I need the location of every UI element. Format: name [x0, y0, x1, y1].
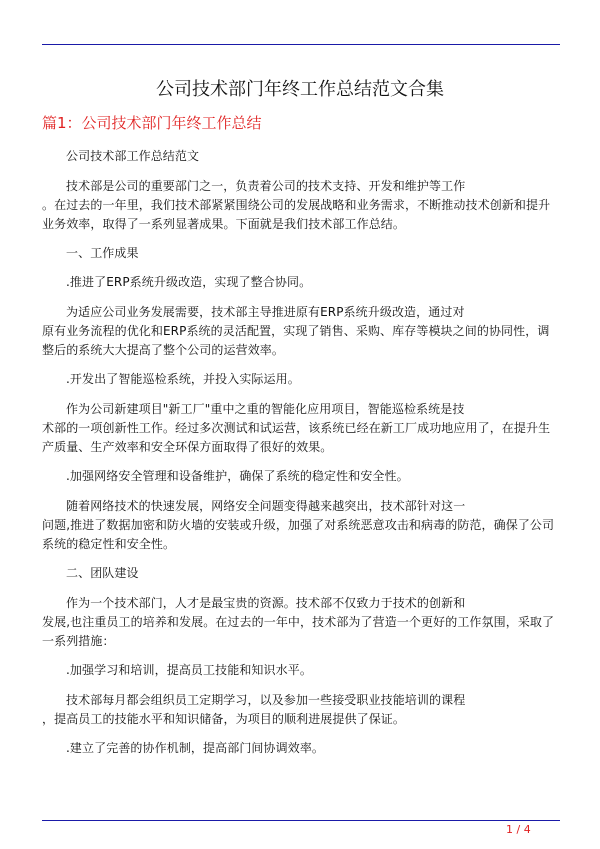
paragraph-line: 一系列措施：	[42, 634, 115, 648]
section-title: 二、团队建设	[66, 566, 139, 580]
paragraph-line: ，提高员工的技能水平和知识储备，为项目的顺利进展提供了保证。	[42, 712, 406, 726]
paragraph-line: 随着网络技术的快速发展，网络安全问题变得越来越突出，技术部针对这一	[66, 499, 466, 513]
paragraph-line: 问题,推进了数据加密和防火墙的安装或升级，加强了对系统恶意攻击和病毒的防范，确保了公司	[42, 518, 555, 532]
paragraph-line: 整后的系统大大提高了整个公司的运营效率。	[42, 343, 285, 357]
paragraph-line: 作为一个技术部门，人才是最宝贵的资源。技术部不仅致力于技术的创新和	[66, 596, 466, 610]
paragraph-line: 系统的稳定性和安全性。	[42, 537, 176, 551]
footer-rule	[42, 820, 560, 821]
section-heading: 篇1：公司技术部门年终工作总结	[42, 114, 262, 132]
page-number: 1 / 4	[506, 823, 531, 836]
paragraph-line: 。在过去的一年里，我们技术部紧紧围绕公司的发展战略和业务需求，不断推动技术创新和提升	[42, 198, 551, 212]
paragraph-line: 产质量、生产效率和安全环保方面取得了很好的效果。	[42, 440, 333, 454]
item-heading: .加强网络安全管理和设备维护，确保了系统的稳定性和安全性。	[66, 469, 409, 483]
section-title: 一、工作成果	[66, 246, 139, 260]
item-heading: .推进了ERP系统升级改造，实现了整合协同。	[66, 275, 312, 289]
paragraph-line: 技术部是公司的重要部门之一，负责着公司的技术支持、开发和维护等工作	[66, 179, 466, 193]
paragraph-line: 为适应公司业务发展需要，技术部主导推进原有ERP系统升级改造，通过对	[66, 305, 465, 319]
subtitle: 公司技术部工作总结范文	[66, 149, 200, 163]
item-heading: .开发出了智能巡检系统，并投入实际运用。	[66, 372, 300, 386]
item-heading: .建立了完善的协作机制，提高部门间协调效率。	[66, 741, 325, 755]
paragraph-line: 发展,也注重员工的培养和发展。在过去的一年中，技术部为了营造一个更好的工作氛围，采取了	[42, 615, 555, 629]
header-rule	[42, 44, 560, 45]
paragraph-line: 作为公司新建项目"新工厂"重中之重的智能化应用项目，智能巡检系统是技	[66, 402, 465, 416]
paragraph-line: 术部的一项创新性工作。经过多次测试和试运营，该系统已经在新工厂成功地应用了，在提升生	[42, 421, 551, 435]
paragraph-line: 业务效率，取得了一系列显著成果。下面就是我们技术部工作总结。	[42, 217, 406, 231]
paragraph-line: 技术部每月都会组织员工定期学习，以及参加一些接受职业技能培训的课程	[66, 693, 466, 707]
document-title: 公司技术部门年终工作总结范文合集	[156, 79, 444, 100]
item-heading: .加强学习和培训，提高员工技能和知识水平。	[66, 663, 312, 677]
paragraph-line: 原有业务流程的优化和ERP系统的灵活配置，实现了销售、采购、库存等模块之间的协同性，调	[42, 324, 550, 338]
